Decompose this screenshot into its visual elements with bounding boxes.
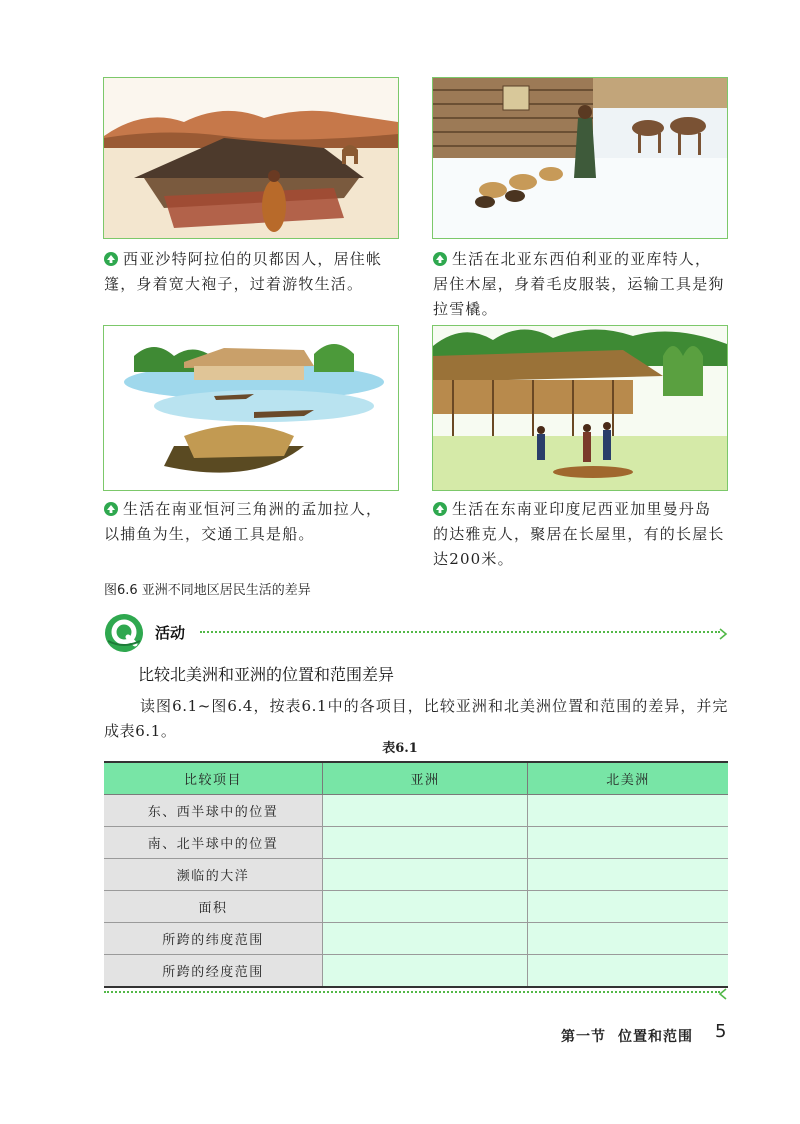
header-north-america: 北美洲 — [528, 762, 729, 795]
row-label: 所跨的经度范围 — [104, 955, 323, 988]
row-label: 南、北半球中的位置 — [104, 827, 323, 859]
activity-subtitle: 比较北美洲和亚洲的位置和范围差异 — [138, 665, 395, 684]
divider-arrow-icon — [718, 625, 728, 644]
page-number: 5 — [715, 1021, 727, 1042]
bedouin-illustration — [103, 77, 399, 239]
activity-divider-top — [200, 631, 720, 633]
activity-label: 活动 — [155, 624, 186, 642]
footer-section: 第一节 — [561, 1029, 606, 1045]
north-america-answer-cell[interactable] — [528, 827, 729, 859]
table-header-row — [104, 762, 728, 795]
caption-yakut: 生活在北亚东西伯利亚的亚库特人，居住木屋，身着毛皮服装，运输工具是狗拉雪橇。 — [433, 250, 725, 318]
north-america-answer-cell[interactable] — [528, 859, 729, 891]
asia-answer-cell[interactable] — [323, 923, 528, 955]
table-row — [104, 859, 728, 891]
caption-dayak: 生活在东南亚印度尼西亚加里曼丹岛的达雅克人，聚居在长屋里，有的长屋长达200米。 — [433, 500, 725, 568]
table-row — [104, 923, 728, 955]
table-row — [104, 955, 728, 988]
row-label: 面积 — [104, 891, 323, 923]
divider-arrow-icon — [718, 985, 728, 1004]
caption-bengal: 生活在南亚恒河三角洲的孟加拉人，以捕鱼为生，交通工具是船。 — [104, 500, 383, 543]
activity-divider-bottom — [104, 991, 720, 993]
footer-title: 位置和范围 — [618, 1029, 693, 1045]
table-row — [104, 827, 728, 859]
yakut-illustration — [432, 77, 728, 239]
asia-answer-cell[interactable] — [323, 955, 528, 988]
north-america-answer-cell[interactable] — [528, 923, 729, 955]
asia-answer-cell[interactable] — [323, 795, 528, 827]
arrow-up-icon — [433, 502, 447, 516]
north-america-answer-cell[interactable] — [528, 891, 729, 923]
caption-bedouin: 西亚沙特阿拉伯的贝都因人，居住帐篷，身着宽大袍子，过着游牧生活。 — [104, 250, 383, 293]
row-label: 濒临的大洋 — [104, 859, 323, 891]
arrow-up-icon — [104, 502, 118, 516]
table-row — [104, 795, 728, 827]
header-item: 比较项目 — [104, 762, 323, 795]
table-title: 表6.1 — [382, 741, 418, 756]
arrow-up-icon — [104, 252, 118, 266]
activity-paragraph: 读图6.1~图6.4，按表6.1中的各项目，比较亚洲和北美洲位置和范围的差异，并完成表6.1。 — [104, 697, 728, 740]
table-row — [104, 891, 728, 923]
comparison-table — [104, 761, 728, 988]
north-america-answer-cell[interactable] — [528, 955, 729, 988]
asia-answer-cell[interactable] — [323, 827, 528, 859]
header-asia: 亚洲 — [323, 762, 528, 795]
arrow-up-icon — [433, 252, 447, 266]
dayak-illustration — [432, 325, 728, 491]
activity-logo-icon — [104, 613, 144, 653]
row-label: 东、西半球中的位置 — [104, 795, 323, 827]
figure-title: 图6.6 亚洲不同地区居民生活的差异 — [104, 583, 311, 598]
bengal-illustration — [103, 325, 399, 491]
asia-answer-cell[interactable] — [323, 891, 528, 923]
asia-answer-cell[interactable] — [323, 859, 528, 891]
north-america-answer-cell[interactable] — [528, 795, 729, 827]
row-label: 所跨的纬度范围 — [104, 923, 323, 955]
